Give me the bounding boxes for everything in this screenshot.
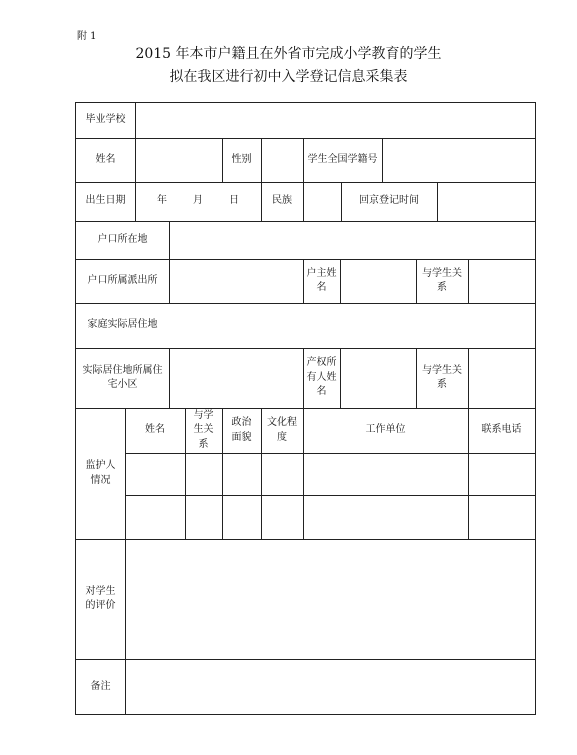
hukou-location-field[interactable] — [169, 221, 535, 259]
name-label: 姓名 — [95, 153, 116, 165]
hukou-police-station-label: 户口所属派出所 — [87, 274, 158, 286]
evaluation-label: 对学生的评价 — [85, 585, 116, 611]
form-title-line1: 2015 年本市户籍且在外省市完成小学教育的学生 — [135, 46, 442, 62]
relation-to-student-field[interactable] — [468, 259, 535, 303]
guardian-2-relation-field[interactable] — [185, 495, 222, 539]
remarks-label: 备注 — [90, 680, 111, 692]
guardian-2-work-field[interactable] — [303, 495, 468, 539]
gender-label: 性别 — [231, 153, 252, 165]
year-label: 年 — [157, 195, 167, 207]
home-address-label: 家庭实际居住地 — [87, 319, 158, 331]
property-owner-name-label: 产权所有人姓名 — [306, 357, 337, 398]
birth-date-field[interactable] — [135, 182, 261, 221]
form-title-line2: 拟在我区进行初中入学登记信息采集表 — [169, 69, 408, 85]
month-label: 月 — [193, 195, 203, 207]
name-field[interactable] — [135, 138, 222, 182]
guardian-1-work-field[interactable] — [303, 453, 468, 495]
guardian-1-political-field[interactable] — [222, 453, 261, 495]
birth-date-label: 出生日期 — [85, 195, 126, 207]
guardian-section-label: 监护人情况 — [85, 460, 116, 486]
guardian-1-name-field[interactable] — [125, 453, 185, 495]
residence-community-label: 实际居住地所属住宅小区 — [82, 364, 163, 390]
guardian-relation-header: 与学生关系 — [193, 409, 214, 450]
relation-to-student-label: 与学生关系 — [422, 267, 462, 293]
guardian-1-education-field[interactable] — [261, 453, 303, 495]
gender-field[interactable] — [261, 138, 303, 182]
home-address-field[interactable] — [169, 303, 535, 348]
return-date-field[interactable] — [437, 182, 535, 221]
hukou-location-label: 户口所在地 — [97, 233, 148, 245]
return-date-label: 回京登记时间 — [359, 195, 419, 207]
registration-form-table — [75, 102, 536, 715]
political-status-header: 政治面貌 — [231, 417, 252, 443]
graduation-school-label: 毕业学校 — [85, 114, 126, 126]
student-id-label: 学生全国学籍号 — [307, 153, 378, 165]
ethnicity-label: 民族 — [272, 195, 292, 207]
attachment-label: 附 1 — [77, 31, 97, 42]
guardian-1-relation-field[interactable] — [185, 453, 222, 495]
hukou-police-station-field[interactable] — [169, 259, 303, 303]
householder-name-field[interactable] — [340, 259, 416, 303]
phone-header: 联系电话 — [481, 424, 522, 436]
residence-community-field[interactable] — [169, 348, 303, 408]
remarks-field[interactable] — [125, 659, 535, 715]
guardian-2-phone-field[interactable] — [468, 495, 535, 539]
student-id-field[interactable] — [382, 138, 535, 182]
graduation-school-field[interactable] — [135, 103, 535, 138]
evaluation-field[interactable] — [125, 539, 535, 659]
property-relation-field[interactable] — [468, 348, 535, 408]
property-owner-name-field[interactable] — [340, 348, 416, 408]
work-unit-header: 工作单位 — [365, 424, 406, 436]
ethnicity-field[interactable] — [303, 182, 341, 221]
guardian-1-phone-field[interactable] — [468, 453, 535, 495]
property-relation-label: 与学生关系 — [422, 364, 462, 390]
householder-name-label: 户主姓名 — [306, 267, 337, 293]
guardian-2-education-field[interactable] — [261, 495, 303, 539]
guardian-name-header: 姓名 — [145, 424, 165, 436]
guardian-2-name-field[interactable] — [125, 495, 185, 539]
guardian-2-political-field[interactable] — [222, 495, 261, 539]
day-label: 日 — [229, 195, 239, 207]
education-level-header: 文化程度 — [267, 417, 297, 443]
